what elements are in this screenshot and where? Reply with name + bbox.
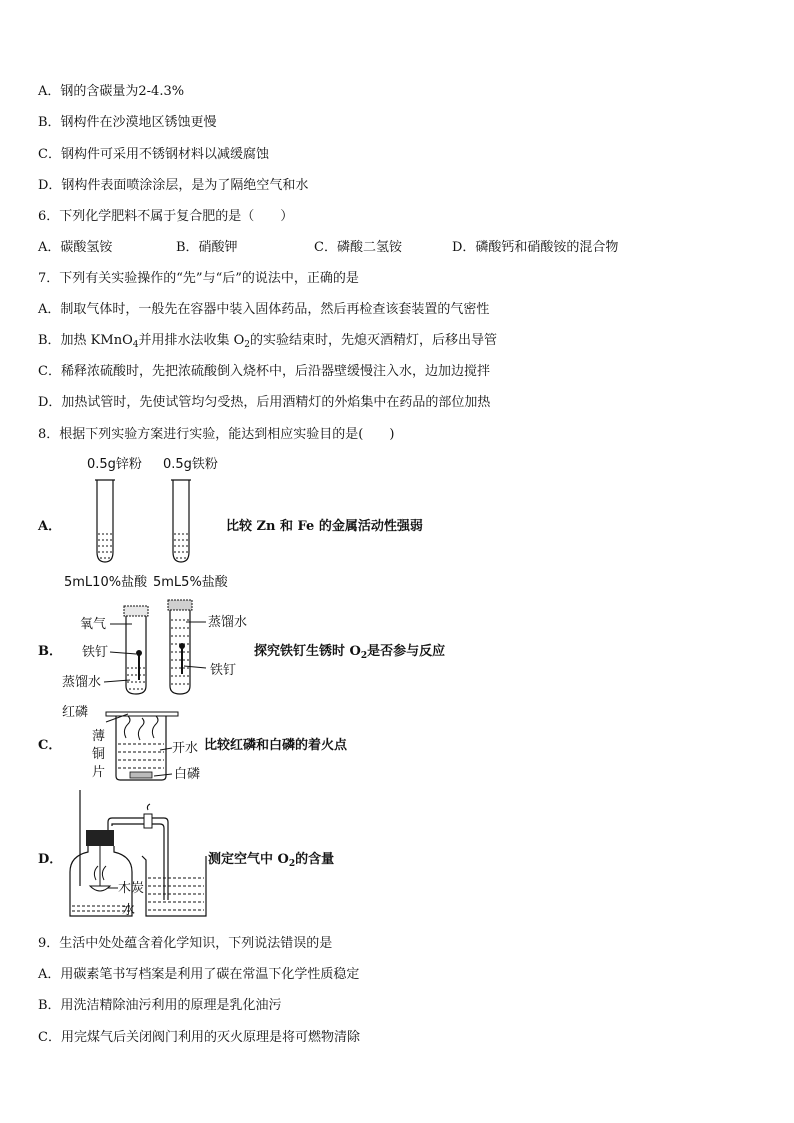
q8-c-label-copper-1: 薄 xyxy=(92,729,106,744)
q6-option-a: A．碳酸氢铵 xyxy=(38,240,113,255)
q8-a-label-acid1: 5mL10%盐酸 xyxy=(64,575,148,590)
q8-a-tube-2 xyxy=(171,480,191,562)
q8-d-description-sub: 2 xyxy=(288,859,296,869)
q7-option-c: C．稀释浓硫酸时，先把浓硫酸倒入烧杯中，后沿器壁缓慢注入水，边加边搅拌 xyxy=(38,364,490,379)
q8-d-description xyxy=(208,848,334,867)
q8-b-label-nail-2: 铁钉 xyxy=(210,663,237,678)
q8-b-tag: B． xyxy=(38,644,62,659)
q8-c-label-copper-3: 片 xyxy=(92,765,106,780)
q8-d-label-charcoal: 木炭 xyxy=(118,881,145,896)
q9-option-c: C．用完煤气后关闭阀门利用的灭火原理是将可燃物清除 xyxy=(38,1030,360,1045)
q8-d-beaker xyxy=(142,856,206,916)
q7-stem: 7．下列有关实验操作的“先”与“后”的说法中，正确的是 xyxy=(38,271,359,286)
q8-c-label-white-p: 白磷 xyxy=(174,767,201,782)
q8-c-figure xyxy=(60,700,220,790)
q8-b-tube-2 xyxy=(168,600,192,694)
q5-option-d: D．钢构件表面喷涂涂层，是为了隔绝空气和水 xyxy=(38,178,309,193)
q5-option-a: A．钢的含碳量为2-4.3% xyxy=(38,84,185,99)
q8-a-tube-1 xyxy=(95,480,115,562)
q8-d-label-water: 水 xyxy=(122,903,136,918)
q8-a-label-fe: 0.5g铁粉 xyxy=(163,457,218,472)
q8-b-description xyxy=(254,640,445,659)
q7-option-b xyxy=(38,332,497,350)
q8-c-label-copper-2: 铜 xyxy=(92,747,106,762)
q8-d-diagram xyxy=(60,790,210,922)
q6-option-c: C．磷酸二氢铵 xyxy=(314,240,402,255)
q8-a-tag: A． xyxy=(38,519,62,534)
q8-b-figure xyxy=(60,598,260,698)
q8-a-diagram xyxy=(60,452,240,592)
q8-stem: 8．根据下列实验方案进行实验，能达到相应实验目的是( ) xyxy=(38,427,395,442)
q6-stem: 6．下列化学肥料不属于复合肥的是（ ） xyxy=(38,209,294,224)
q8-b-tube-1 xyxy=(124,606,148,694)
q7-option-b-post: 的实验结束时，先熄灭酒精灯，后移出导管 xyxy=(250,333,498,348)
q8-c-tag: C． xyxy=(38,738,62,753)
q8-d-clamp xyxy=(144,804,152,828)
q8-d-tag: D． xyxy=(38,852,63,867)
q5-option-b: B．钢构件在沙漠地区锈蚀更慢 xyxy=(38,115,217,130)
q8-c-label-red-p: 红磷 xyxy=(62,705,89,720)
q8-c-beaker xyxy=(116,716,166,780)
q7-option-b-sub2: 2 xyxy=(244,340,251,350)
q8-b-description-pre: 探究铁钉生锈时 O xyxy=(254,644,361,659)
q7-option-b-mid: 并用排水法收集 O xyxy=(138,333,245,348)
q8-c-diagram xyxy=(60,700,220,790)
q8-d-figure xyxy=(60,790,210,922)
q6-option-b: B．硝酸钾 xyxy=(176,240,238,255)
q8-a-figure xyxy=(60,452,240,592)
q8-b-label-water-1: 蒸馏水 xyxy=(62,675,102,690)
q6-option-d: D．磷酸钙和硝酸铵的混合物 xyxy=(452,240,619,255)
q7-option-b-pre: B．加热 KMnO xyxy=(38,333,133,348)
q6-options xyxy=(38,239,758,257)
q8-c-copper-sheet xyxy=(106,712,178,716)
q5-option-c: C．钢构件可采用不锈钢材料以减缓腐蚀 xyxy=(38,147,269,162)
q8-b-diagram xyxy=(60,598,260,698)
q8-d-description-post: 的含量 xyxy=(295,852,335,867)
q8-a-description: 比较 Zn 和 Fe 的金属活动性强弱 xyxy=(226,519,423,534)
q7-option-a: A．制取气体时，一般先在容器中装入固体药品，然后再检查该套装置的气密性 xyxy=(38,302,490,317)
q8-c-label-boiling: 开水 xyxy=(172,741,199,756)
q8-a-label-acid2: 5mL5%盐酸 xyxy=(153,575,228,590)
q9-option-b: B．用洗洁精除油污利用的原理是乳化油污 xyxy=(38,998,282,1013)
q8-d-description-pre: 测定空气中 O xyxy=(208,852,289,867)
q9-stem: 9．生活中处处蕴含着化学知识，下列说法错误的是 xyxy=(38,936,333,951)
q8-c-smoke xyxy=(124,716,158,740)
q8-b-label-nail-1: 铁钉 xyxy=(82,645,109,660)
q8-a-label-zn: 0.5g锌粉 xyxy=(87,457,142,472)
q7-option-d: D．加热试管时，先使试管均匀受热，后用酒精灯的外焰集中在药品的部位加热 xyxy=(38,395,491,410)
q8-b-label-water-2: 蒸馏水 xyxy=(208,615,248,630)
q8-b-description-post: 是否参与反应 xyxy=(367,644,446,659)
q8-c-description: 比较红磷和白磷的着火点 xyxy=(204,738,348,753)
q8-b-nail-2 xyxy=(179,643,185,674)
q8-b-label-oxygen: 氧气 xyxy=(80,617,107,632)
q9-option-a: A．用碳素笔书写档案是利用了碳在常温下化学性质稳定 xyxy=(38,967,360,982)
q7-option-b-sub1: 4 xyxy=(132,340,139,350)
q8-b-description-sub: 2 xyxy=(360,651,368,661)
